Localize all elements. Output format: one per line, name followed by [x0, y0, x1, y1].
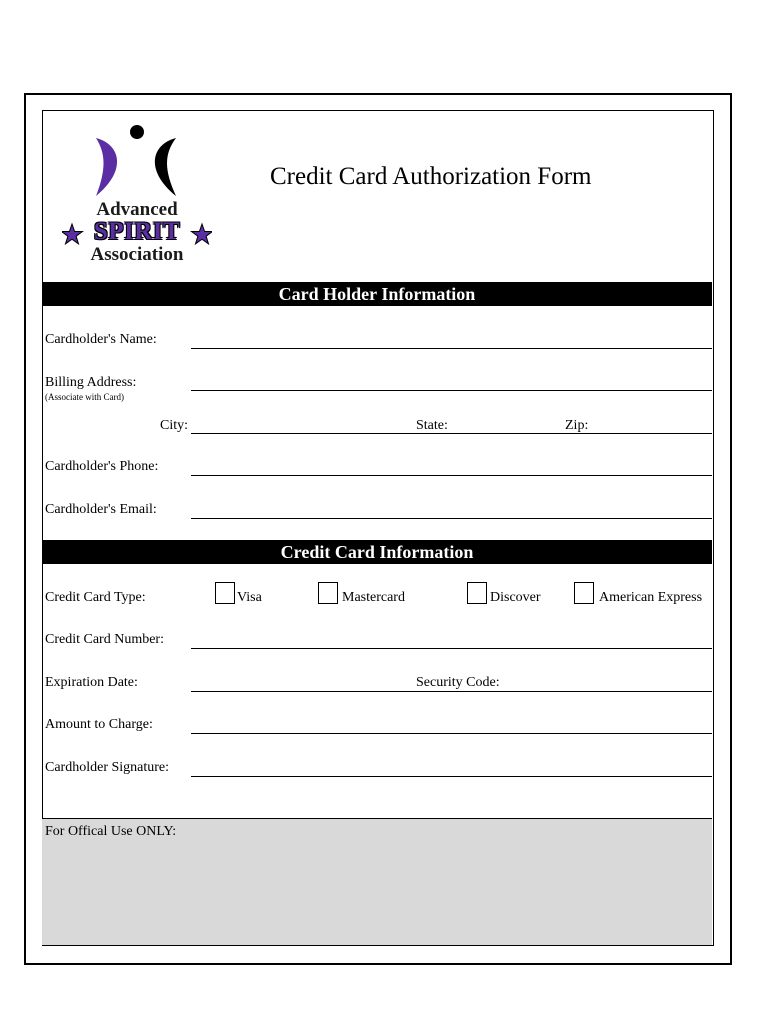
- logo-text-association: Association: [90, 244, 184, 265]
- cardholder-phone-field[interactable]: [191, 475, 712, 476]
- billing-address-note: (Associate with Card): [45, 392, 124, 402]
- credit-card-number-field[interactable]: [191, 648, 712, 649]
- expiration-security-field[interactable]: [191, 691, 712, 692]
- credit-card-section-header: Credit Card Information: [42, 540, 712, 564]
- cardholder-email-field[interactable]: [191, 518, 712, 519]
- mastercard-option-label: Mastercard: [342, 590, 405, 605]
- visa-checkbox[interactable]: [215, 582, 235, 604]
- amount-to-charge-field[interactable]: [191, 733, 712, 734]
- state-label: State:: [416, 418, 448, 433]
- form-title: Credit Card Authorization Form: [270, 163, 592, 190]
- visa-option-label: Visa: [237, 590, 262, 605]
- billing-address-field[interactable]: [191, 390, 712, 391]
- cardholder-name-label: Cardholder's Name:: [45, 332, 157, 347]
- cardholder-phone-label: Cardholder's Phone:: [45, 459, 159, 474]
- cardholder-name-field[interactable]: [191, 348, 712, 349]
- city-state-zip-field[interactable]: [191, 433, 712, 434]
- security-code-label: Security Code:: [416, 675, 500, 690]
- credit-card-type-label: Credit Card Type:: [45, 590, 146, 605]
- city-label: City:: [160, 418, 189, 433]
- cardholder-signature-label: Cardholder Signature:: [45, 760, 170, 775]
- cardholder-email-label: Cardholder's Email:: [45, 502, 157, 517]
- cardholder-signature-field[interactable]: [191, 776, 712, 777]
- zip-label: Zip:: [565, 418, 589, 433]
- mastercard-checkbox[interactable]: [318, 582, 338, 604]
- logo-text-advanced: Advanced: [96, 199, 178, 220]
- discover-checkbox[interactable]: [467, 582, 487, 604]
- amount-to-charge-label: Amount to Charge:: [45, 717, 153, 732]
- credit-card-number-label: Credit Card Number:: [45, 632, 164, 647]
- american-express-option-label: American Express: [599, 590, 703, 605]
- spirit-figure-icon: [62, 122, 212, 202]
- discover-option-label: Discover: [490, 590, 541, 605]
- official-use-label: For Offical Use ONLY:: [45, 824, 177, 839]
- expiration-date-label: Expiration Date:: [45, 675, 138, 690]
- american-express-checkbox[interactable]: [574, 582, 594, 604]
- billing-address-label: Billing Address:: [45, 375, 137, 390]
- official-use-box: [42, 818, 712, 945]
- logo-text-spirit: SPIRIT: [93, 218, 181, 245]
- card-holder-section-header: Card Holder Information: [42, 282, 712, 306]
- advanced-spirit-logo: [62, 122, 212, 267]
